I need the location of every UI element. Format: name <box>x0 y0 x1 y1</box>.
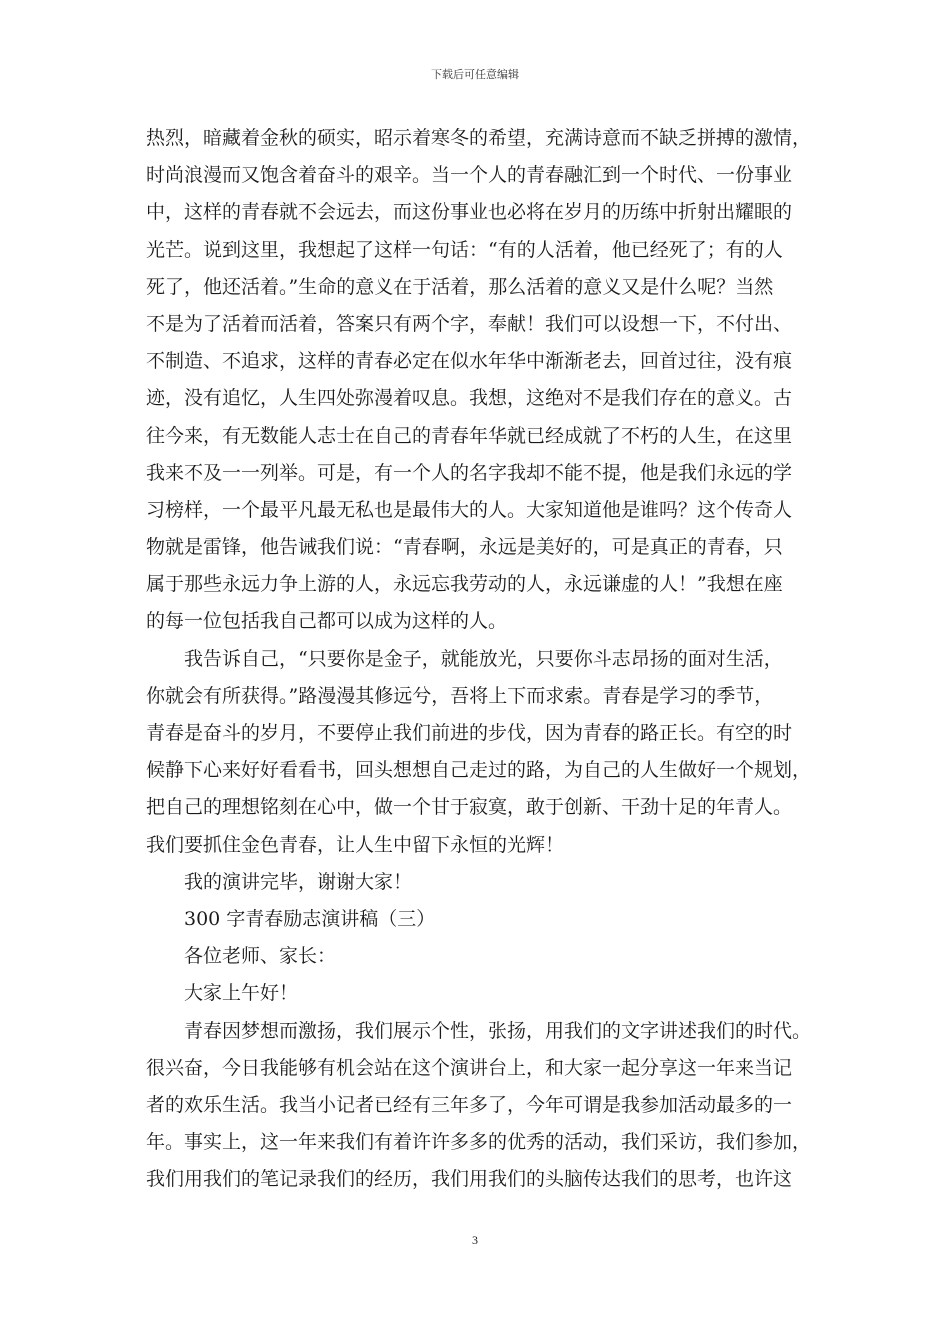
text-line: 习榜样，一个最平凡最无私也是最伟大的人。大家知道他是谁吗？这个传奇人 <box>146 498 793 521</box>
page-number: 3 <box>472 1233 478 1247</box>
text-line: 我们用我们的笔记录我们的经历，我们用我们的头脑传达我们的思考，也许这 <box>146 1168 793 1191</box>
text-line: 各位老师、家长： <box>184 945 337 968</box>
text-line: 300 字青春励志演讲稿（三） <box>184 907 436 930</box>
text-line: 往今来，有无数能人志士在自己的青春年华就已经成就了不朽的人生，在这里 <box>146 424 793 447</box>
text-line: 年。事实上，这一年来我们有着许许多多的优秀的活动，我们采访，我们参加， <box>146 1131 812 1154</box>
text-line: 把自己的理想铭刻在心中，做一个甘于寂寞，敢于创新、干劲十足的年青人。 <box>146 796 793 819</box>
text-line: 热烈，暗藏着金秋的硕实，昭示着寒冬的希望，充满诗意而不缺乏拼搏的激情， <box>146 127 812 149</box>
text-line: 光芒。说到这里，我想起了这样一句话：“有的人活着，他已经死了；有的人 <box>146 238 783 261</box>
text-line: 中，这样的青春就不会远去，而这份事业也必将在岁月的历练中折射出耀眼的 <box>146 201 793 224</box>
page-header: 下载后可任意编辑 <box>431 68 519 81</box>
text-line: 我的演讲完毕，谢谢大家！ <box>184 870 413 893</box>
text-line: 你就会有所获得。”路漫漫其修远兮，吾将上下而求索。青春是学习的季节， <box>146 684 774 707</box>
text-line: 物就是雷锋，他告诫我们说：“青春啊，永远是美好的，可是真正的青春，只 <box>146 536 783 559</box>
text-line: 死了，他还活着。”生命的意义在于活着，那么活着的意义又是什么呢？当然 <box>146 275 774 298</box>
text-line: 我来不及一一列举。可是，有一个人的名字我却不能不提，他是我们永远的学 <box>146 461 793 484</box>
text-line: 我们要抓住金色青春，让人生中留下永恒的光辉！ <box>146 833 565 856</box>
text-line: 青春因梦想而激扬，我们展示个性，张扬，用我们的文字讲述我们的时代。 <box>184 1019 812 1042</box>
text-line: 很兴奋，今日我能够有机会站在这个演讲台上，和大家一起分享这一年来当记 <box>146 1056 793 1079</box>
text-line: 的每一位包括我自己都可以成为这样的人。 <box>146 610 508 633</box>
text-line: 青春是奋斗的岁月，不要停止我们前进的步伐，因为青春的路正长。有空的时 <box>146 722 793 744</box>
text-line: 候静下心来好好看看书，回头想想自己走过的路，为自己的人生做好一个规划， <box>146 759 812 782</box>
text-line: 时尚浪漫而又饱含着奋斗的艰辛。当一个人的青春融汇到一个时代、一份事业 <box>146 164 793 187</box>
text-line: 大家上午好！ <box>184 982 299 1005</box>
document-body <box>146 120 812 1198</box>
text-line: 不制造、不追求，这样的青春必定在似水年华中渐渐老去，回首过往，没有痕 <box>146 350 793 373</box>
text-line: 属于那些永远力争上游的人，永远忘我劳动的人，永远谦虚的人！”我想在座 <box>146 573 783 596</box>
text-line: 我告诉自己，“只要你是金子，就能放光，只要你斗志昂扬的面对生活， <box>184 647 783 670</box>
text-line: 不是为了活着而活着，答案只有两个字，奉献！我们可以设想一下，不付出、 <box>146 312 793 335</box>
text-line: 者的欢乐生活。我当小记者已经有三年多了，今年可谓是我参加活动最多的一 <box>146 1093 793 1116</box>
text-line: 迹，没有追忆，人生四处弥漫着叹息。我想，这绝对不是我们存在的意义。古 <box>146 387 793 410</box>
